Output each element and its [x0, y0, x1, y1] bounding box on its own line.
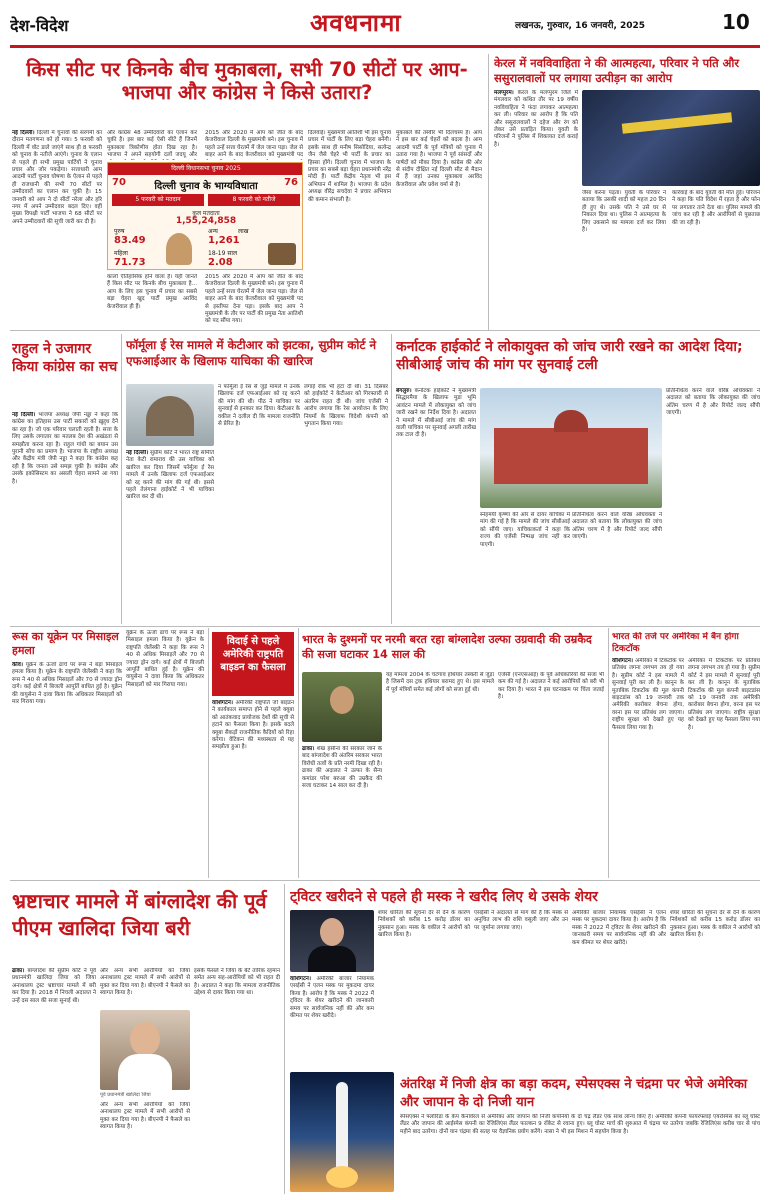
hasina-col2: और अन्य सभी आरोपियों को जिया अनाथालय ट्रस्ट मामले में सभी आरोपों से मुक्त कर दिया गया है। बीएनपी ने फैसले का स्वागत किया है।: [100, 968, 190, 997]
musk-col2: शेयर धारिता की सूचना देर से देने के कारण निवेशकों को करीब 15 करोड़ डॉलर का नुकसान हुआ। मस्क के वकील ने आरोपों को खारिज किया है।: [378, 910, 470, 939]
delhi-col3: 2015 और 2020 में आप को जीत के बाद केजरीवाल दिल्ली के मुख्यमंत्री बने। इस चुनाव में पहले उन्हें सत्ता घेरतमें में जेल जाना पड़ा। जेल से बाहर आने के बाद केजरीवाल को मुख्यमंत्री पद: [205, 130, 303, 159]
khaleda-caption: पूर्व प्रधानमंत्री खालिदा जिया: [100, 1092, 151, 1098]
hasina-col1: ढाका। बांग्लादेश की सुप्रीम कोर्ट ने पूर्व प्रधानमंत्री खालिदा जिया को जिया अनाथालय ट्रस्ट भ्रष्टाचार मामले में बरी कर दिया है। 2018 में निचली अदालत ने उन्हें दस साल की सजा सुनाई थी।: [12, 968, 96, 1004]
musk-photo: [290, 910, 374, 972]
rocket-flame: [326, 1166, 358, 1188]
rahul-body: नई दिल्ली। भाजपा अध्यक्ष जेपी नड्डा ने कहा कि कांग्रेस का इतिहास उस पार्टी सकारों को ख़ुद्द्ध देने का रहा है। जो एक परिवार चलाती रहती है। सत्ता के लिए उसके लगातार का मतलब देश की अखंडता से समझौता करना रहा है। राहुल गांधी का बयान उस पुरानी सोच का प्रमाण है। भाजपा के राष्ट्रीय अध्यक्ष और केंद्रीय मंत्री जेपी नड्डा ने कहा कि कांग्रेस कह रही है कि जनता उसे समझ चुकी है। कांग्रेस और उसके इकोसिस्टम का असली चेहरा सामने आ गया है।: [12, 412, 118, 485]
musk-col4: अमेरिकी बाजार नियामक एसईसी ने एलन मस्क पर मुकदमा दायर किया है। आरोप है कि मस्क ने 2022 में ट्विटर के शेयर खरीदने की जानकारी समय पर सार्वजनिक नहीं की और कम कीमत पर शेयर खरीदे।: [572, 910, 666, 946]
space-body: स्पेसएक्स ने फ्लोरिडा के केप कैनावेरल से अमेरिका और जापान की निजी कंपनियों के दो चंद्र लैंडर एक साथ लॉन्च किए हैं। अमेरिकी कंपनी फायरफ्लाई एयरोस्पेस का ब्लू घोस्ट लैंडर और जापान की आईस्पेस कंपनी का रेजिलिएंस लैंडर फाल्कन 9 रॉकेट से रवाना हुए। ब्लू घोस्ट मार्च की शुरुआत में चंद्रमा पर उतरेगा जबकि रेजिलिएंस करीब चार से पांच महीने बाद उतरेगा। दोनों यान चंद्रमा की सतह पर वैज्ञानिक प्रयोग करेंगे। नासा ने भी इस मिशन में सहयोग किया है।: [400, 1114, 760, 1135]
supreme-court-photo: [126, 384, 214, 446]
court-dome-icon: [146, 396, 194, 436]
ulfa-leader-photo: [302, 672, 382, 742]
russia-body-2: यूक्रेन के ऊर्जा ढांचे पर रूस ने बड़ा मिसाइल हमला किया है। यूक्रेन के राष्ट्रपति जेलेंस्की ने कहा कि रूस ने 40 से अधिक मिसाइलें और 70 से ज्यादा ड्रोन दागे। कई क्षेत्रों में बिजली आपूर्ति बाधित हुई है। यूक्रेन की वायुसेना ने दावा किया कि अधिकतर मिसाइलों को मार गिराया गया।: [126, 630, 204, 688]
biden-body: वाशिंगटन। अमेरिकी राष्ट्रपति जो बाइडन ने कार्यकाल समाप्त होने से पहले क्यूबा को आतंकवाद प्रायोजक देशों की सूची से हटाने का फैसला किया है। इसके बदले क्यूबा सैकड़ों राजनीतिक कैदियों को रिहा करेगा। वेटिकन की मध्यस्थता से यह समझौता हुआ है।: [212, 700, 294, 751]
hasina-col3: इसके फैसले ने जिया के बेटे तारिक रहमान समेत अन्य सह-आरोपियों को भी राहत दी है। अदालत ने कहा कि मामला राजनीतिक उद्देश्य से दायर किया गया था।: [194, 968, 280, 997]
person-face: [130, 1022, 160, 1056]
kerala-col1: मलप्पुरम। केरल के मलप्पुरम जिले में मंगलवार को कथित तौर पर 19 वर्षीय नवविवाहिता ने फंदा लगाकर आत्महत्या कर ली। परिवार का आरोप है कि पति और ससुरालवालों ने दहेज और रंग को लेकर उसे प्रताड़ित किया। युवती के परिजनों ने पुलिस में शिकायत दर्ज कराई है।: [494, 90, 578, 148]
bangla-col2: यह मामला 2004 के चटगांव हथियार तस्करी से जुड़ा है जिसमें दस ट्रक हथियार बरामद हुए थे। इस मामले में पूर्व मंत्रियों समेत कई लोगों को सजा हुई थी।: [386, 672, 494, 693]
delhi-col4: दिलवाई। मुख्यमंत्री आतिशी भी इस चुनाव प्रचार में पार्टी के लिए बड़ा चेहरा बनेंगी। इसके साथ ही मनीष सिसोदिया, सत्येन्द्र जैन जैसे चेहरे भी पार्टी के प्रचार का हिस्सा होंगे। दिल्ली चुनाव में भाजपा के प्रचार का सबसे बड़ा चेहरा प्रधानमंत्री नरेंद्र मोदी हैं। पार्टी केंद्रीय नेतृत्व भी इस अभियान में शामिल है। भाजपा के प्रदेश अध्यक्ष वीरेंद्र सचदेवा ने प्रचार अभियान की कमान संभाली है।: [308, 130, 391, 203]
kerala-headline: केरल में नवविवाहिता ने की आत्महत्या, परिवार ने पति और ससुरालवालों पर लगाया उत्पीड़न का आरोप: [494, 56, 740, 85]
karnataka-col2: स्नेहमयी कृष्णा की ओर से दायर याचिका में मांग की गई है कि मामले की जांच सीबीआई को सौंपी जाए। याचिकाकर्ता ने कहा कि राज्य की एजेंसी निष्पक्ष जांच नहीं कर पाएगी।: [480, 512, 570, 548]
female-voters: 71.73: [114, 257, 146, 268]
count-date: 8 फरवरी को नतीजे: [208, 194, 300, 206]
third-gender-voters: 1,261: [208, 235, 240, 246]
karnataka-highcourt-photo: [480, 388, 662, 508]
person-suit: [308, 946, 356, 972]
person-saree: [118, 1054, 172, 1090]
infographic-stat1: 70: [112, 177, 126, 188]
karnataka-col3: प्रतिनिधित्व करने वाले वरिष्ठ अधिवक्ता ने अदालत को बताया कि लोकायुक्त की जांच अंतिम चरण में है और रिपोर्ट जल्द सौंपी जाएगी।: [666, 388, 760, 417]
tiktok-col2: अमेरिका में टिकटॉक पर प्रतिबंध लगना लगभग तय हो गया है। सुप्रीम कोर्ट ने इस मामले में सुनवाई पूरी कर ली है। कानून के मुताबिक टिकटॉक की मूल कंपनी बाइटडांस को 19 जनवरी तक अमेरिकी कारोबार बेचना होगा, वरना इस पर प्रतिबंध लग जाएगा। राष्ट्रीय सुरक्षा को देखते हुए यह फैसला लिया गया है।: [688, 658, 760, 731]
infographic-tag: दिल्ली विधानसभा चुनाव 2025: [108, 163, 303, 175]
kerala-col3: कार्रवाई के बाद युवती की मौत हुई। परिजन ने कहा कि पति विदेश में रहता है और फोन पर लगातार ताने देता था। पुलिस मामले की जांच कर रही है और आरोपियों से पूछताछ की जा रही है।: [672, 190, 760, 226]
bangla-headline: भारत के दुश्मनों पर नरमी बरत रहा बांग्लादेश उल्फा उग्रवादी की उम्रकैद की सजा घटाकर 14 साल की: [302, 633, 592, 662]
formula-col3: लगाई रोक भी हटा दी थी। 31 दिसंबर को हाईकोर्ट ने केटीआर को गिरफ्तारी से अंतरिम राहत दी थी। जांच एजेंसी ने आरोप लगाया कि रेस आयोजन के लिए नियमों के खिलाफ विदेशी कंपनी को भुगतान किया गया।: [304, 384, 388, 428]
infographic-stat2: 76: [284, 177, 298, 188]
kerala-col2: जैसा करना पड़ता। युवती के परिवार ने बताया कि उसकी शादी को महज 20 दिन ही हुए थे। उसके पति ने उसे घर से निकाल दिया था। पुलिस ने आत्महत्या के लिए उकसाने का मामला दर्ज कर लिया है।: [582, 190, 666, 234]
poll-date: 5 फरवरी को मतदान: [112, 194, 204, 206]
delhi-headline: किस सीट पर किनके बीच मुकाबला, सभी 70 सीटों पर आप-भाजपा और कांग्रेस ने किसे उतारा?: [26, 58, 468, 105]
delhi-infographic: [107, 162, 303, 270]
karnataka-col1: बेंगलुरु। कर्नाटक हाईकोर्ट ने मुख्यमंत्री सिद्धारमैया के खिलाफ मुडा भूमि आवंटन मामले में लोकायुक्त को जांच जारी रखने का निर्देश दिया है। अदालत ने मामले में सीबीआई जांच की मांग वाली याचिका पर सुनवाई अगली तारीख तक टाल दी है।: [396, 388, 476, 439]
masthead-rule: [10, 45, 760, 48]
russia-body: कीव। यूक्रेन के ऊर्जा ढांचे पर रूस ने बड़ा मिसाइल हमला किया है। यूक्रेन के राष्ट्रपति जेलेंस्की ने कहा कि रूस ने 40 से अधिक मिसाइलें और 70 से ज्यादा ड्रोन दागे। कई क्षेत्रों में बिजली आपूर्ति बाधित हुई है। यूक्रेन की वायुसेना ने दावा किया कि अधिकतर मिसाइलों को मार गिराया गया।: [12, 662, 122, 706]
masthead: [10, 6, 760, 46]
highcourt-dome: [554, 410, 588, 432]
musk-col3: एसईसी ने अदालत से मांग की है कि मस्क से अनुचित लाभ की राशि वसूली जाए और उन पर जुर्माना लगाया जाए।: [474, 910, 568, 931]
tiktok-headline: भारत की तर्ज पर अमेरिका में बैन होगा टिकटॉक: [612, 632, 739, 654]
delhi-col2: और कांग्रेस 48 उम्मीदवारों का एलान कर चुकी है। इस बार कई ऐसी सीटें हैं जिनमें मुकाबला त्रिकोणीय होता दिख रहा है। भाजपा ने अपने सहयोगी दलों जदयू और: [107, 130, 197, 159]
delhi-col1: नई दिल्ली। दिल्ली में चुनावों की सरगर्मी का दौरान मतगणना को हो गया। 5 फरवरी को दिल्ली में वोट डाले जाएंगे साथ ही 8 फरवरी को चुनाव के नतीजे आएंगे। चुनाव के एलान से पहले ही सभी प्रमुख पार्टियों ने चुनाव प्रचार और जोर पकड़ेगा। सत्ताधारी आम आदमी पार्टी चुनाव घोषणा के ऐलान से पहले ही राजधानी की सभी 70 सीटों पर उम्मीदवारों का एलान कर चुकी है। 15 जनवरी को आप ने दो सीटों नरेला और हरि नगर में अपने उम्मीदवार बदल दिए। वहीं मुख्य विपक्षी पार्टी भाजपा ने 68 सीटों पर अपने उम्मीदवारों की सूची जारी कर दी है।: [12, 130, 102, 225]
formula-col2: न फॉर्मूला ई रेस से जुड़े मामले में उनके खिलाफ दर्ज एफआईआर को रद्द करने की मांग की थी। पीठ ने याचिका पर सुनवाई से इनकार कर दिया। केटीआर के वकील ने दलील दी कि मामला राजनीति से प्रेरित है।: [218, 384, 300, 428]
biden-headline-box: [212, 632, 294, 696]
hasina-headline: भ्रष्टाचार मामले में बांग्लादेश की पूर्व पीएम खालिदा जिया बरी: [12, 889, 267, 940]
rocket-icon: [336, 1082, 348, 1168]
delhi-col3b: 2015 और 2020 में आप को जीत के बाद केजरीवाल दिल्ली के मुख्यमंत्री बने। इस चुनाव में पहले उन्हें सत्ता घेरतमें में जेल जाना पड़ा। जेल से बाहर आने के बाद केजरीवाल को मुख्यमंत्री पद से इस्तीफा देना पड़ा। इसके बाद आप ने मुख्यमंत्री के तौर पर पार्टी की प्रमुख नेता आतिशी को पद सौंपा गया।: [205, 274, 303, 325]
total-voters-label: कुल मतदाता: [192, 210, 220, 217]
unit-label: लाख: [238, 228, 249, 235]
person-face: [330, 686, 354, 714]
newspaper-logo: अवधनामा: [310, 9, 402, 37]
male-voters: 83.49: [114, 235, 146, 246]
bangla-col1: ढाका। शेख हसीना की सरकार जाने के बाद बांग्लादेश की अंतरिम सरकार भारत विरोधी तत्वों के प्रति नरमी दिखा रही है। ढाका की अदालत ने उल्फा के सैन्य कमांडर परेश बरुआ की उम्रकैद की सजा घटाकर 14 साल कर दी है।: [302, 746, 382, 790]
russia-headline: रूस का यूक्रेन पर मिसाइल हमला: [12, 630, 119, 658]
bangla-col3: एजेंसी (एनएसआई) के पूर्व अधिकारियों की सजा भी कम की गई है। अदालत ने कई आरोपियों को बरी भी कर दिया है। भारत ने इस घटनाक्रम पर चिंता जताई है।: [498, 672, 604, 701]
police-tape: [622, 112, 732, 133]
khaleda-photo: [100, 1010, 190, 1090]
young-voters: 2.08: [208, 257, 233, 268]
tiktok-col1: वॉशिंगटन। अमेरिका में टिकटॉक पर प्रतिबंध लगना लगभग तय हो गया है। सुप्रीम कोर्ट ने इस मामले में सुनवाई पूरी कर ली है। कानून के मुताबिक टिकटॉक की मूल कंपनी बाइटडांस को 19 जनवरी तक अमेरिकी कारोबार बेचना होगा, वरना इस पर प्रतिबंध लग जाएगा। राष्ट्रीय सुरक्षा को देखते हुए यह फैसला लिया गया है।: [612, 658, 684, 731]
third-gender-label: अन्य: [208, 228, 218, 235]
karnataka-col2b: प्रतिनिधित्व करने वाले वरिष्ठ अधिवक्ता ने अदालत को बताया कि लोकायुक्त की जांच अंतिम चरण में है और रिपोर्ट जल्द सौंपी जाएगी।: [572, 512, 662, 541]
ballot-box-icon: [268, 243, 296, 265]
total-voters: 1,55,24,858: [175, 216, 237, 226]
musk-headline: ट्विटर खरीदने से पहले ही मस्क ने खरीद लिए थे उसके शेयर: [290, 889, 598, 905]
male-label: पुरुष: [114, 228, 125, 235]
page-number: 10: [722, 10, 750, 34]
formula-col1: नई दिल्ली। सुप्रीम कोर्ट ने भारत राष्ट्र समिति नेता केटी रामाराव की उस याचिका को खारिज कर दिया जिसमें फॉर्मूला ई रेस मामले में उनके खिलाफ दर्ज एफआईआर को रद्द करने की मांग की गई थी। इससे पहले तेलंगाना हाईकोर्ट ने भी याचिका खारिज कर दी थी।: [126, 450, 214, 501]
young-voters-label: 18-19 साल: [208, 250, 238, 257]
hasina-col2b: और अन्य सभी आरोपियों को जिया अनाथालय ट्रस्ट मामले में सभी आरोपों से मुक्त कर दिया गया है। बीएनपी ने फैसले का स्वागत किया है।: [100, 1102, 190, 1131]
biden-headline: विदाई से पहले अमेरिकी राष्ट्रपति बाइडन का फैसला: [220, 636, 286, 673]
kerala-police-photo: [582, 90, 760, 186]
delhi-col2b: कालो ऐतिहासिक होने वाला है। यहीं जानते हैं किस सीट पर किनके बीच मुकाबला है... आप के लिए इस चुनाव में प्रचार का सबसे बड़ा चेहरा खुद पार्टी प्रमुख अरविंद केजरीवाल ही हैं।: [107, 274, 197, 310]
highcourt-building: [494, 428, 648, 484]
section-label: देश-विदेश: [10, 16, 69, 35]
musk-col1: वाशिंगटन। अमेरिकी बाजार नियामक एसईसी ने एलन मस्क पर मुकदमा दायर किया है। आरोप है कि मस्क ने 2022 में ट्विटर के शेयर खरीदने की जानकारी समय पर सार्वजनिक नहीं की और कम कीमत पर शेयर खरीदे।: [290, 976, 374, 1020]
person-face: [320, 918, 344, 946]
voter-figure-icon: [166, 233, 192, 265]
space-headline: अंतरिक्ष में निजी क्षेत्र का बड़ा कदम, स्पेसएक्स ने चंद्रमा पर भेजे अमेरिका और जापान के दो निजी यान: [400, 1077, 748, 1110]
musk-col5: शेयर धारिता की सूचना देर से देने के कारण निवेशकों को करीब 15 करोड़ डॉलर का नुकसान हुआ। मस्क के वकील ने आरोपों को खारिज किया है।: [670, 910, 760, 939]
rahul-headline: राहुल ने उजागर किया कांग्रेस का सच: [12, 341, 118, 376]
karnataka-headline: कर्नाटक हाईकोर्ट ने लोकायुक्त को जांच जारी रखने का आदेश दिया; सीबीआई जांच की मांग पर सुनवाई टली: [396, 339, 743, 374]
formula-headline: फॉर्मूला ई रेस मामले में केटीआर को झटका, सुप्रीम कोर्ट ने एफआईआर के खिलाफ याचिका की खारिज: [126, 338, 377, 368]
dateline: लखनऊ, गुरुवार, 16 जनवरी, 2025: [515, 21, 646, 31]
infographic-title: दिल्ली चुनाव के भाग्यविधाता: [154, 181, 258, 192]
female-label: महिला: [114, 250, 128, 257]
delhi-col5: मुकाबले की तस्वीर भी दिलचस्प है। आप ने इस बार कई चेहरों को बदला है। आम आदमी पार्टी के पूर्व मंत्रियों को चुनाव में उतारा गया है। भाजपा ने पूर्व सांसदों और पार्षदों को मौका दिया है। कांग्रेस की ओर से संदीप दीक्षित नई दिल्ली सीट से मैदान में हैं जहां उनका मुकाबला अरविंद केजरीवाल और प्रवेश वर्मा से है।: [396, 130, 482, 188]
spacex-rocket-photo: [290, 1072, 394, 1192]
